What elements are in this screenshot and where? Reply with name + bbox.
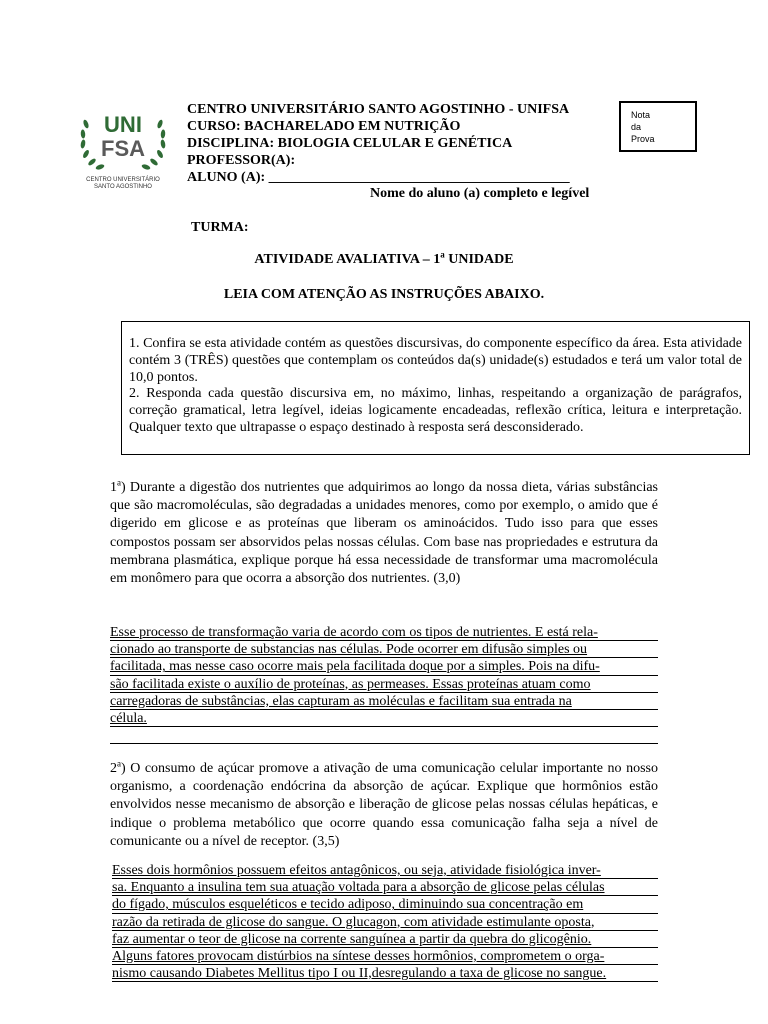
instructions-box — [121, 321, 750, 455]
question-1-number: 1 — [110, 480, 117, 495]
turma-label: TURMA: — [191, 220, 249, 235]
answer-2 — [112, 862, 658, 982]
nota-line-3: Prova — [631, 134, 655, 144]
question-2 — [110, 760, 658, 851]
question-2-sup: a — [117, 758, 121, 769]
institution-name: CENTRO UNIVERSITÁRIO SANTO AGOSTINHO - UNIFSA — [187, 102, 570, 117]
instruction-item-2: 2. Responda cada questão discursiva em, no máximo, linhas, respeitando a organização de parágrafos, correção gramatical, letra legível, ideias logicamente encadeadas, reflexão crítica, leitura e interpretação. Qualquer texto que ultrapasse o espaço destinado à resposta será desconsiderado. — [129, 386, 742, 435]
answer-1-line: célula. — [110, 710, 658, 727]
activity-title — [0, 249, 768, 268]
nota-da-prova-box — [619, 101, 697, 152]
instructions-heading: LEIA COM ATENÇÃO AS INSTRUÇÕES ABAIXO. — [223, 287, 545, 302]
aluno-caption: Nome do aluno (a) completo e legível — [370, 186, 590, 201]
aluno-field: ALUNO (A): ___________________________________________ — [187, 170, 570, 185]
logo-caption-2: SANTO AGOSTINHO — [94, 184, 152, 190]
answer-2-line: razão da retirada de glicose do sangue. O glucagon, com atividade estimulante oposta, — [112, 914, 658, 931]
unifsa-logo — [78, 104, 168, 192]
answer-1-line: facilitada, mas nesse caso ocorre mais pela facilitada doque por a simples. Pois na difu- — [110, 658, 658, 675]
laurel-logo-icon — [78, 104, 168, 192]
discipline-name: DISCIPLINA: BIOLOGIA CELULAR E GENÉTICA — [187, 136, 513, 151]
question-2-number: 2 — [110, 761, 117, 776]
answer-1 — [110, 624, 658, 744]
question-2-text: ) O consumo de açúcar promove a ativação de uma comunicação celular importante no nosso organismo, a coordenação endócrina da absorção de açúcar. Explique que hormônios estão envolvidos nesse mecanismo de absorção e liberação de glicose pelas nossas células hepáticas, e indique o problema metabólico que ocorre quando essa comunicação falha seja a nível de comunicante ou a nível de receptor. (3,5) — [110, 761, 658, 849]
answer-1-blank-line — [110, 727, 658, 744]
course-name: CURSO: BACHARELADO EM NUTRIÇÃO — [187, 119, 461, 134]
answer-2-line: nismo causando Diabetes Mellitus tipo I ou II,desregulando a taxa de glicose no sangue. — [112, 965, 658, 982]
answer-1-line: carregadoras de substâncias, elas capturam as moléculas e facilitam sua entrada na — [110, 693, 658, 710]
answer-1-line: cionado ao transporte de substancias nas células. Pode ocorrer em difusão simples ou — [110, 641, 658, 658]
answer-2-line: faz aumentar o teor de glicose na corrente sanguínea a partir da quebra do glicogênio. — [112, 931, 658, 948]
question-1 — [110, 479, 658, 588]
answer-2-line: sa. Enquanto a insulina tem sua atuação voltada para a absorção de glicose pelas células — [112, 879, 658, 896]
logo-uni-text: UNI — [104, 112, 142, 137]
answer-2-line: do fígado, músculos esqueléticos e tecido adiposo, diminuindo sua concentração em — [112, 896, 658, 913]
activity-title-sup: a — [440, 249, 445, 260]
logo-fsa-text: FSA — [101, 136, 145, 161]
answer-1-line: Esse processo de transformação varia de acordo com os tipos de nutrientes. E está rela- — [110, 624, 658, 641]
answer-2-line: Alguns fatores provocam distúrbios na síntese desses hormônios, comprometem o orga- — [112, 948, 658, 965]
header-block — [187, 101, 570, 186]
professor-label: PROFESSOR(A): — [187, 153, 296, 168]
activity-title-post: UNIDADE — [444, 252, 514, 267]
answer-1-line: são facilitada existe o auxílio de proteínas, as permeases. Essas proteínas atuam como — [110, 676, 658, 693]
activity-title-pre: ATIVIDADE AVALIATIVA – 1 — [254, 252, 441, 267]
instruction-item-1: 1. Confira se esta atividade contém as questões discursivas, do componente específico da área. Esta atividade contém 3 (TRÊS) questões que contemplam os conteúdos da(s) unidade(s) estudados e terá um valor total de 10,0 pontos. — [129, 336, 742, 385]
question-1-sup: a — [117, 477, 121, 488]
answer-2-line: Esses dois hormônios possuem efeitos antagônicos, ou seja, atividade fisiológica inver- — [112, 862, 658, 879]
question-1-text: ) Durante a digestão dos nutrientes que adquirimos ao longo da nossa dieta, várias substâncias que são macromoléculas, são degradadas a unidades menores, como por exemplo, o amido que é digerido em glicose e as proteínas que liberam os aminoácidos. Tudo isso para que esses compostos possam ser absorvidos pelas nossas células. Com base nas propriedades e estrutura da membrana plasmática, explique porque há essa necessidade de transformar uma macromolécula em monômero para que ocorra a absorção dos nutrientes. (3,0) — [110, 480, 658, 587]
logo-caption-1: CENTRO UNIVERSITÁRIO — [86, 177, 160, 183]
nota-line-1: Nota — [631, 110, 651, 120]
nota-line-2: da — [631, 122, 642, 132]
